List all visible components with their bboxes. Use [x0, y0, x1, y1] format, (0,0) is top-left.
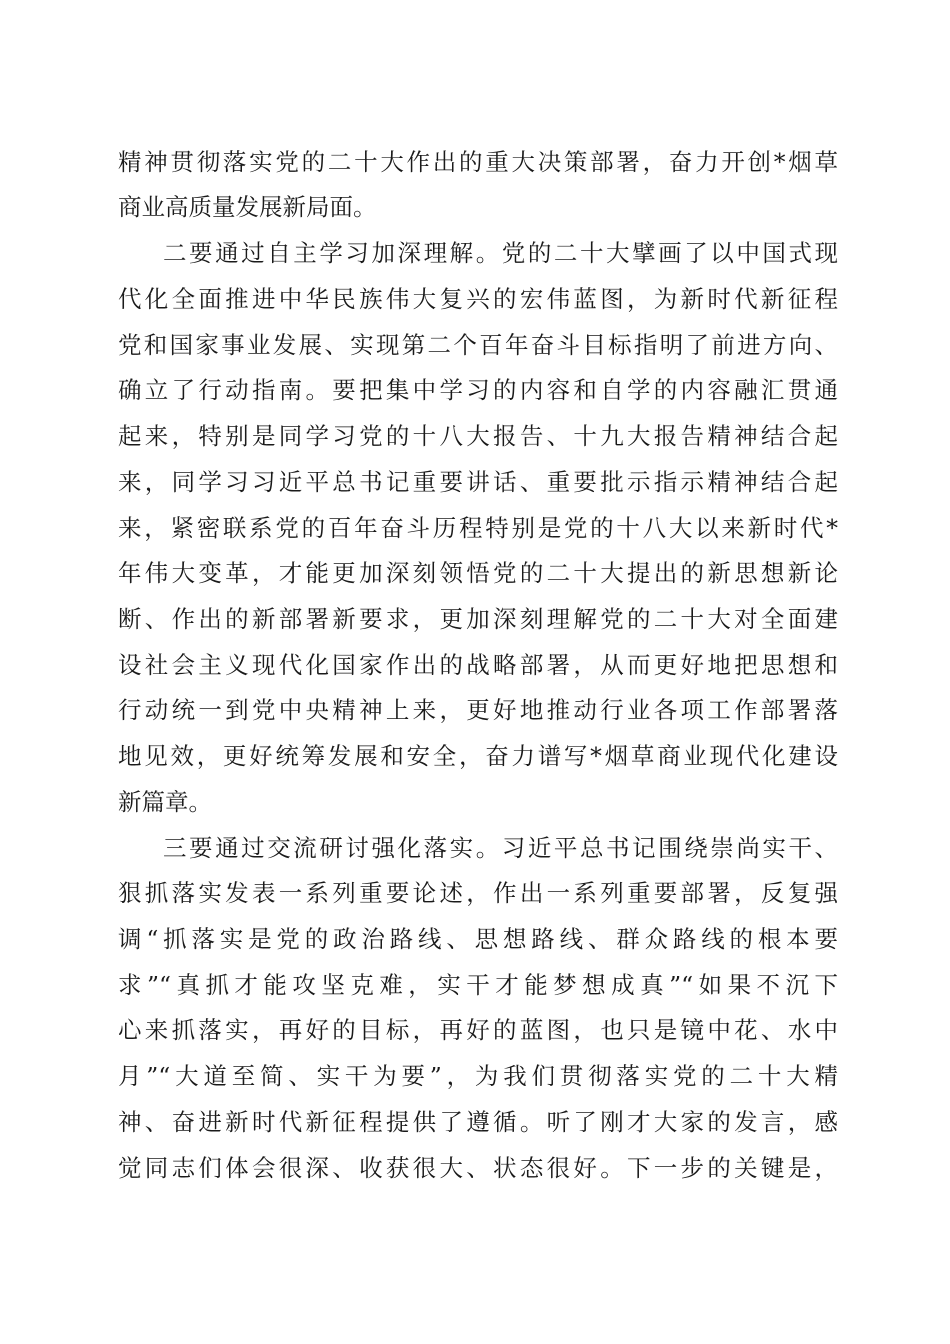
text-line: 狠抓落实发表一系列重要论述，作出一系列重要部署，反复强	[118, 879, 838, 907]
text-line: 来，同学习习近平总书记重要讲话、重要批示指示精神结合起	[118, 468, 838, 496]
text-line: 觉同志们体会很深、收获很大、状态很好。下一步的关键是，	[118, 1154, 838, 1182]
text-line: 行动统一到党中央精神上来，更好地推动行业各项工作部署落	[118, 696, 838, 724]
text-line: 设社会主义现代化国家作出的战略部署，从而更好地把思想和	[118, 651, 838, 679]
text-line: 精神贯彻落实党的二十大作出的重大决策部署，奋力开创*烟草	[118, 148, 838, 176]
text-line: 月”“大道至简、实干为要”，为我们贯彻落实党的二十大精	[118, 1062, 838, 1090]
text-line: 商业高质量发展新局面。	[118, 193, 377, 221]
text-line: 求”“真抓才能攻坚克难，实干才能梦想成真”“如果不沉下	[118, 971, 838, 999]
paragraph-start-line: 二要通过自主学习加深理解。党的二十大擘画了以中国式现	[163, 239, 838, 267]
text-line: 心来抓落实，再好的目标，再好的蓝图，也只是镜中花、水中	[118, 1016, 838, 1044]
paragraph-start-line: 三要通过交流研讨强化落实。习近平总书记围绕崇尚实干、	[163, 834, 838, 862]
text-line: 断、作出的新部署新要求，更加深刻理解党的二十大对全面建	[118, 605, 838, 633]
text-line: 新篇章。	[118, 788, 212, 816]
text-line: 来，紧密联系党的百年奋斗历程特别是党的十八大以来新时代*	[118, 514, 838, 542]
text-line: 确立了行动指南。要把集中学习的内容和自学的内容融汇贯通	[118, 376, 838, 404]
text-line: 地见效，更好统筹发展和安全，奋力谱写*烟草商业现代化建设	[118, 742, 838, 770]
text-line: 党和国家事业发展、实现第二个百年奋斗目标指明了前进方向、	[118, 331, 838, 359]
text-line: 代化全面推进中华民族伟大复兴的宏伟蓝图，为新时代新征程	[118, 285, 838, 313]
text-line: 调“抓落实是党的政治路线、思想路线、群众路线的根本要	[118, 925, 838, 953]
text-line: 起来，特别是同学习党的十八大报告、十九大报告精神结合起	[118, 422, 838, 450]
text-line: 神、奋进新时代新征程提供了遵循。听了刚才大家的发言，感	[118, 1108, 838, 1136]
text-line: 年伟大变革，才能更加深刻领悟党的二十大提出的新思想新论	[118, 559, 838, 587]
